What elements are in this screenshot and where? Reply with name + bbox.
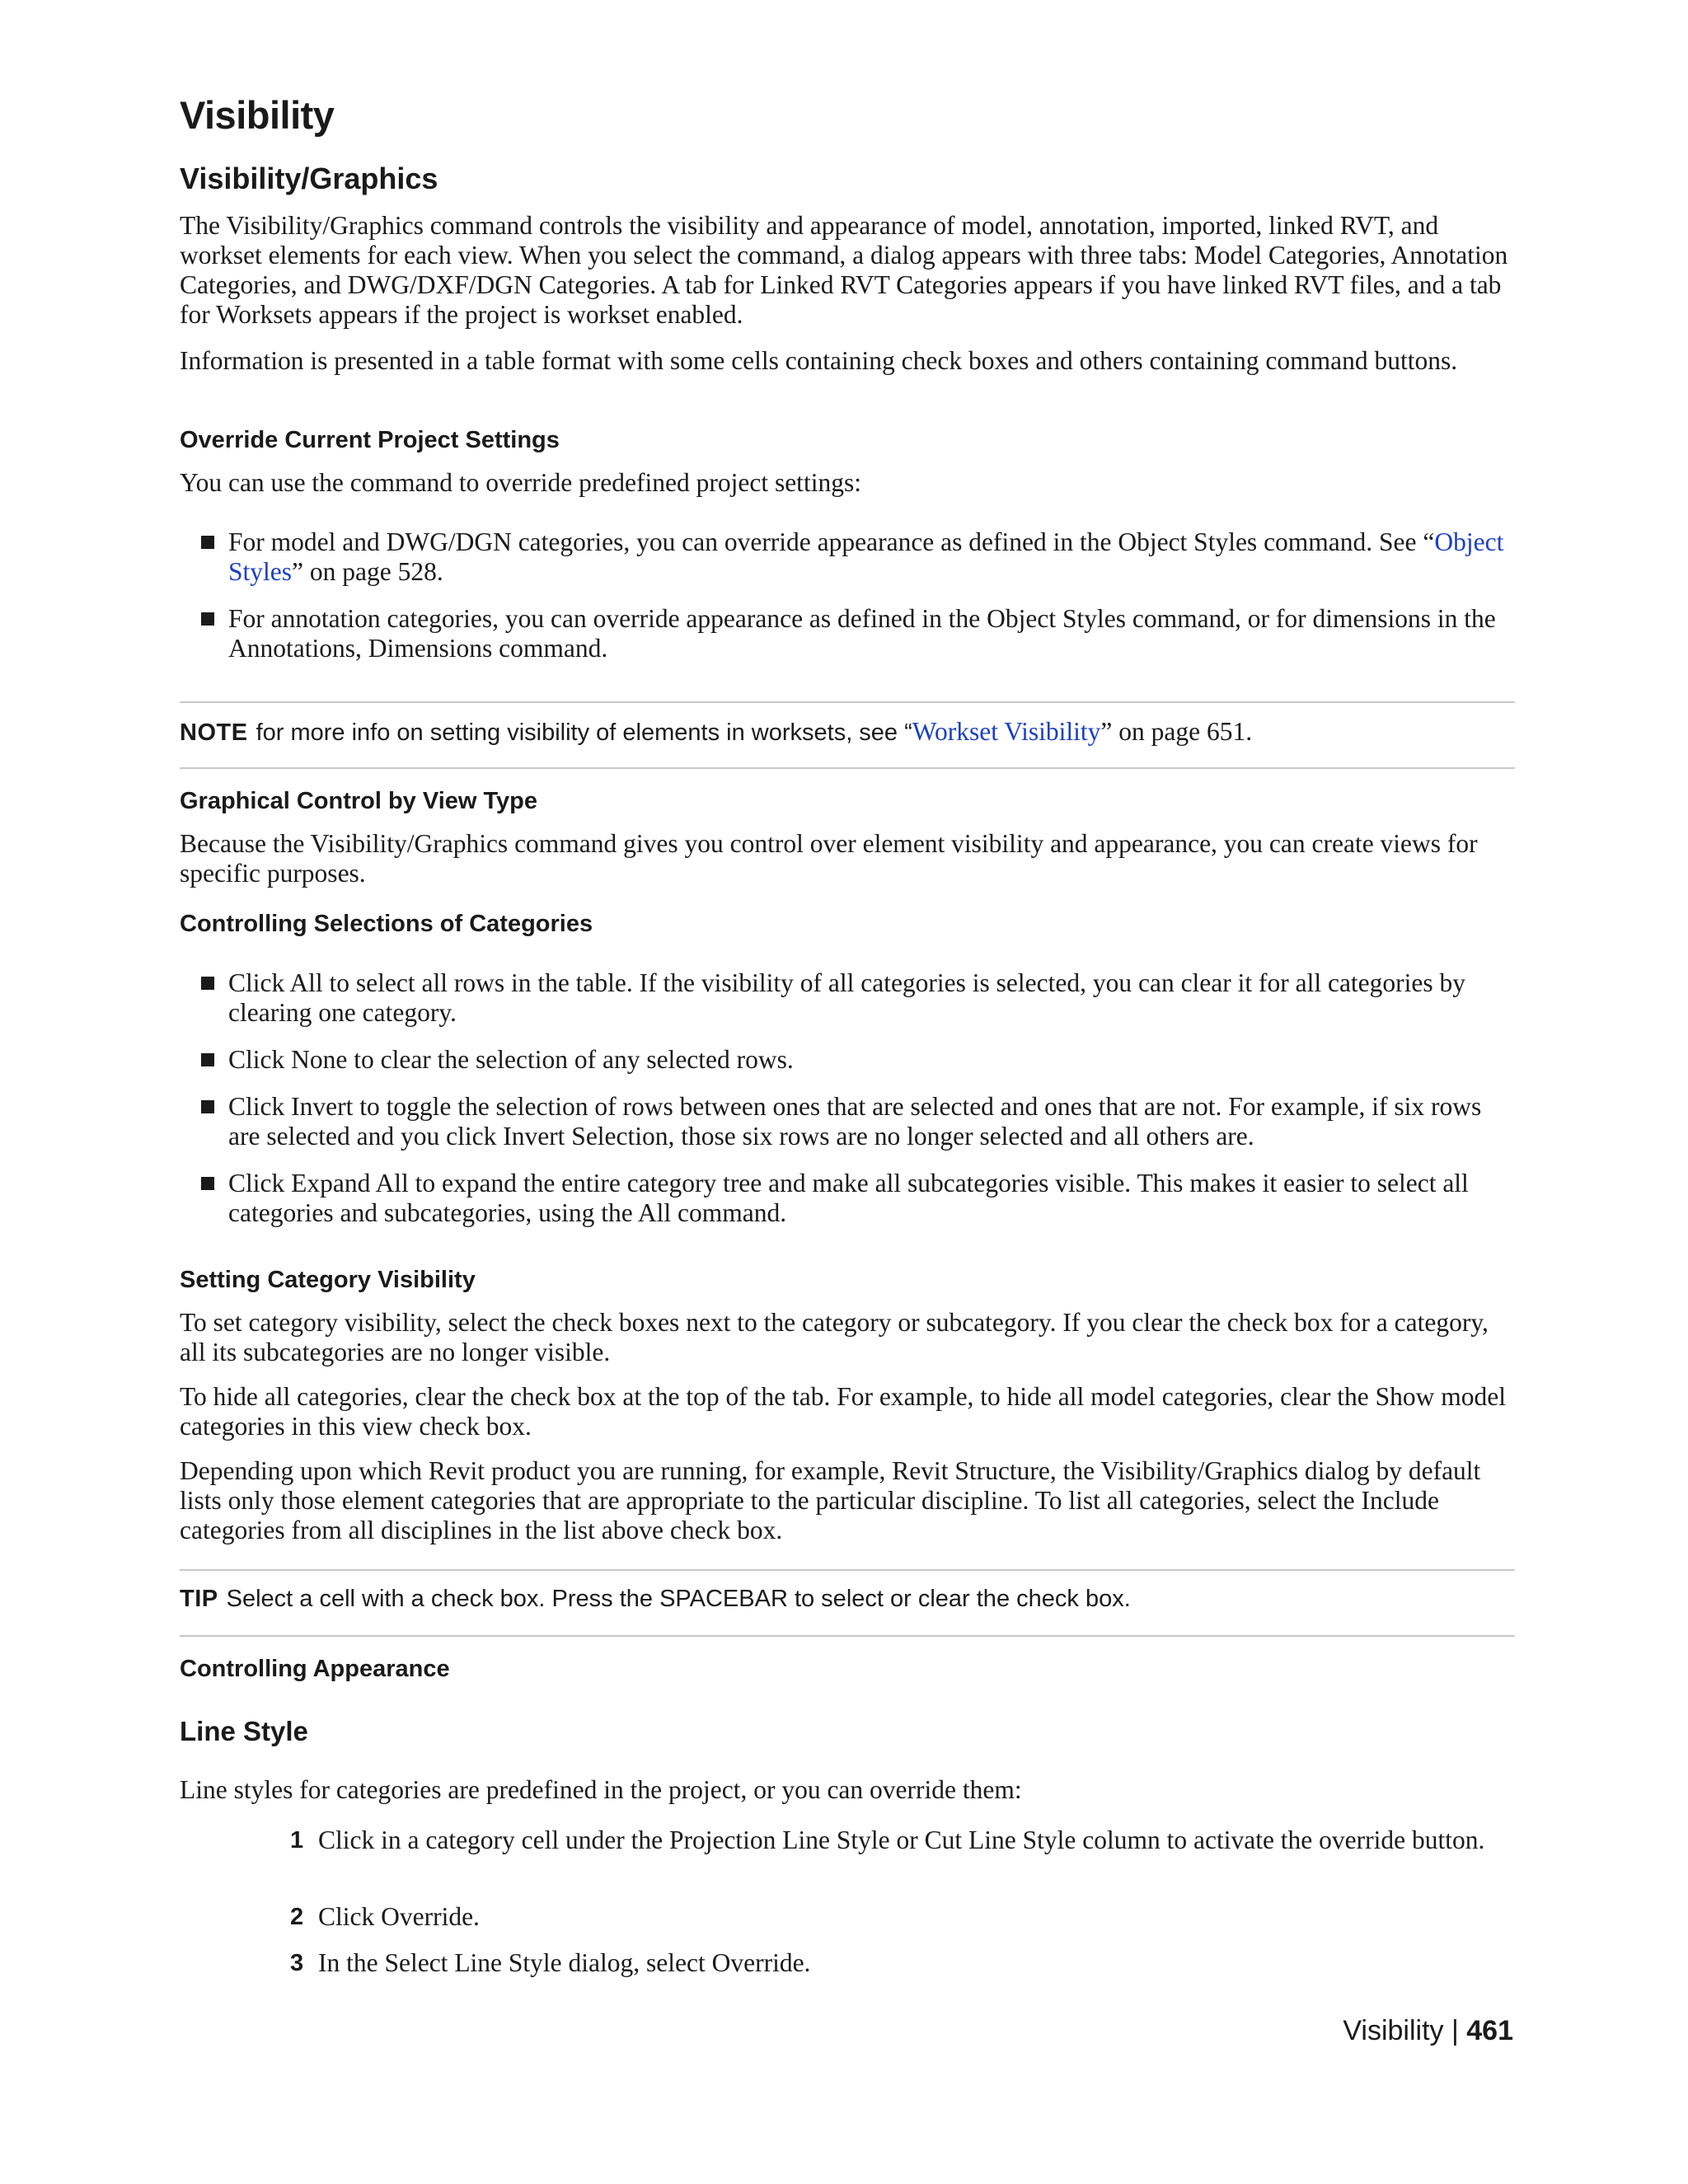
- list-item: [180, 604, 1515, 663]
- divider: [180, 1569, 1515, 1571]
- note-label: NOTE: [180, 719, 248, 746]
- bullet-text: For model and DWG/DGN categories, you can override appearance as defined in the Object Styles command. See “: [228, 527, 1435, 556]
- intro-paragraph-2: Information is presented in a table format with some cells containing check boxes and others containing command buttons.: [180, 346, 1458, 375]
- divider: [180, 767, 1515, 769]
- bullet-icon: [201, 612, 214, 626]
- bullet-text: Click Invert to toggle the selection of rows between ones that are selected and ones that are not. For example, if six rows are selected and you click Invert Selection, those six rows are no longer selected and all others are.: [228, 1092, 1482, 1151]
- note-text: for more info on setting visibility of elements in worksets, see “: [256, 719, 912, 746]
- numbered-step: [280, 1825, 1517, 1855]
- numbered-step: [280, 1948, 1517, 1978]
- bullet-icon: [201, 1100, 214, 1113]
- footer-separator: |: [1451, 2015, 1459, 2046]
- step-number: 2: [290, 1904, 304, 1930]
- line-style-text: Line styles for categories are predefined in the project, or you can override them:: [180, 1775, 1022, 1804]
- override-heading: Override Current Project Settings: [180, 427, 560, 453]
- list-item: [180, 1045, 1515, 1075]
- list-item: [180, 1092, 1515, 1151]
- note-box: [180, 717, 1515, 748]
- setting-visibility-heading: Setting Category Visibility: [180, 1267, 476, 1293]
- tip-text: Select a cell with a check box. Press the SPACEBAR to select or clear the check box.: [226, 1586, 1131, 1612]
- step-text: Click Override.: [318, 1902, 480, 1931]
- bullet-icon: [201, 1053, 214, 1066]
- numbered-step: [280, 1902, 1517, 1932]
- controlling-appearance-heading: Controlling Appearance: [180, 1656, 450, 1682]
- bullet-icon: [201, 536, 214, 549]
- step-number: 1: [290, 1827, 304, 1854]
- bullet-text: Click All to select all rows in the table. If the visibility of all categories is selected, you can clear it for all categories by clearing one category.: [228, 968, 1466, 1027]
- divider: [180, 701, 1515, 703]
- intro-paragraph-1: The Visibility/Graphics command controls the visibility and appearance of model, annotation, imported, linked RVT, and workset elements for each view. When you select the command, a dialog appears with three tabs: Model Categories, Annotation Categories, and DWG/DXF/DGN Categories. A tab for Linked RVT Categories appears if you have linked RVT files, and a tab for Worksets appears if the project is workset enabled.: [180, 211, 1508, 329]
- bullet-text: Click Expand All to expand the entire category tree and make all subcategories visible. This makes it easier to select all categories and subcategories, using the All command.: [228, 1169, 1469, 1227]
- list-item: [180, 968, 1515, 1028]
- bullet-icon: [201, 977, 214, 990]
- step-number: 3: [290, 1950, 304, 1976]
- object-styles-link[interactable]: Object Styles: [228, 527, 1504, 586]
- divider: [180, 1635, 1515, 1637]
- setting-visibility-paragraph-2: To hide all categories, clear the check box at the top of the tab. For example, to hide all model categories, clear the Show model categories in this view check box.: [180, 1382, 1506, 1441]
- page-number: 461: [1466, 2015, 1513, 2046]
- footer-section: Visibility: [1343, 2015, 1444, 2046]
- bullet-text: For annotation categories, you can override appearance as defined in the Object Styles command, or for dimensions in the Annotations, Dimensions command.: [228, 604, 1496, 663]
- bullet-icon: [201, 1177, 214, 1190]
- tip-label: TIP: [180, 1586, 218, 1612]
- step-text: Click in a category cell under the Projection Line Style or Cut Line Style column to activate the override button.: [318, 1825, 1485, 1854]
- line-style-heading: Line Style: [180, 1716, 308, 1746]
- override-text: You can use the command to override predefined project settings:: [180, 468, 861, 497]
- page-title: Visibility: [180, 93, 335, 137]
- tip-box: [180, 1584, 1515, 1614]
- step-text: In the Select Line Style dialog, select Override.: [318, 1948, 811, 1977]
- section-title: Visibility/Graphics: [180, 162, 438, 195]
- controlling-selections-heading: Controlling Selections of Categories: [180, 911, 593, 937]
- graphical-control-text: Because the Visibility/Graphics command gives you control over element visibility and appearance, you can create views for specific purposes.: [180, 829, 1478, 888]
- setting-visibility-paragraph-3: Depending upon which Revit product you are running, for example, Revit Structure, the Visibility/Graphics dialog by default lists only those element categories that are appropriate to the particular discipline. To list all categories, select the Include categories from all disciplines in the list above check box.: [180, 1456, 1481, 1544]
- note-page-ref: ” on page 651.: [1100, 717, 1253, 746]
- graphical-control-heading: Graphical Control by View Type: [180, 788, 538, 814]
- list-item: [180, 1169, 1515, 1228]
- bullet-text: ” on page 528.: [292, 557, 443, 586]
- bullet-text: Click None to clear the selection of any selected rows.: [228, 1045, 794, 1074]
- page-footer: [1343, 2015, 1513, 2047]
- setting-visibility-paragraph-1: To set category visibility, select the check boxes next to the category or subcategory. If you clear the check box for a category, all its subcategories are no longer visible.: [180, 1308, 1489, 1366]
- list-item: [180, 527, 1515, 587]
- workset-visibility-link[interactable]: Workset Visibility: [912, 717, 1101, 746]
